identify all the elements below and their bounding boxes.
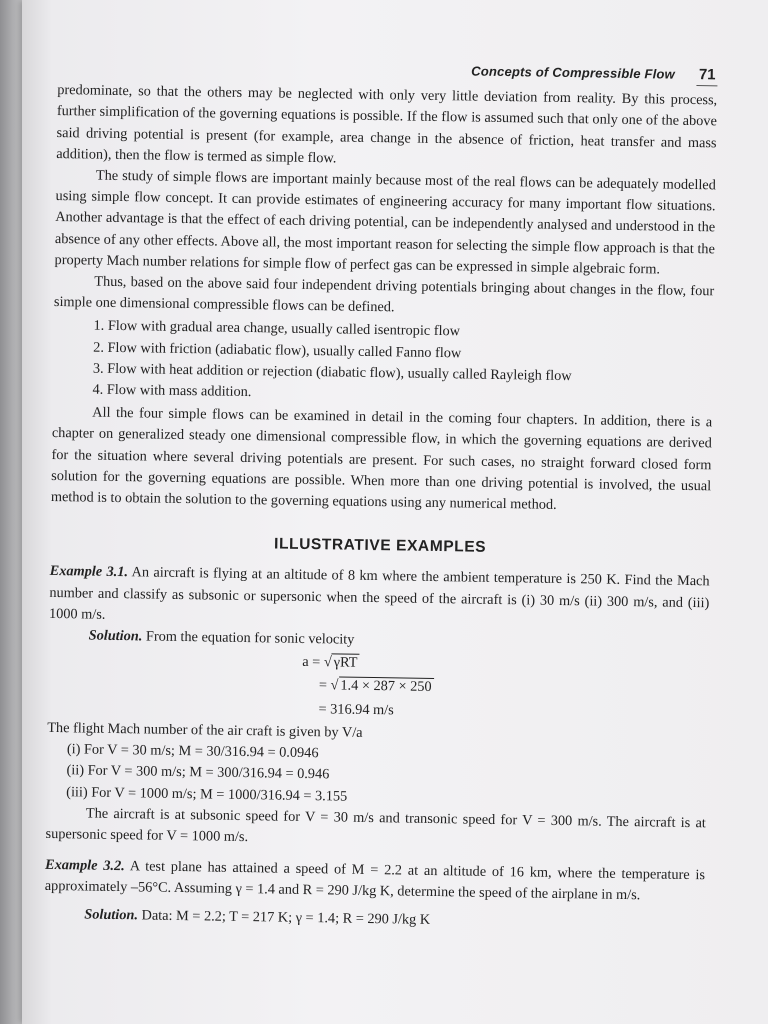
example-3-2 xyxy=(45,855,706,908)
paragraph-3: Thus, based on the above said four independent driving potentials bringing about changes in the flow, four simple one dimensional compressible flows can be defined. xyxy=(53,273,715,316)
equation-lhs: a = xyxy=(302,654,321,671)
example-text: An aircraft is flying at an altitude of 8 km where the ambient temperature is 250 K. Find the Mach number and classify as subsonic or supersonic when the speed of the aircraft is (i) 30 m/s (ii) 300 m/s, and (iii) 1000 m/s. xyxy=(48,564,710,623)
case-item: (iii) For V = 1000 m/s; M = 1000/316.94 = 3.155 xyxy=(66,783,348,805)
list-item: 1. Flow with gradual area change, usually called isentropic flow xyxy=(93,318,461,340)
mach-intro: The flight Mach number of the air craft is given by V/a xyxy=(47,719,363,741)
solution-text: From the equation for sonic velocity xyxy=(145,628,355,648)
sqrt-symbol: √ xyxy=(330,677,339,694)
book-spine-shadow xyxy=(0,0,22,1024)
equation-equals: = xyxy=(318,677,328,694)
page-number: 71 xyxy=(697,64,718,87)
simple-flow-list xyxy=(92,316,713,411)
page-content xyxy=(44,44,718,935)
example-conclusion: The aircraft is at subsonic speed for V = 30 m/s and transonic speed for V = 300 m/s. The aircraft is at supersonic speed for V = 1000 m/s. xyxy=(45,805,706,845)
example-3-1 xyxy=(49,561,710,635)
section-heading: ILLUSTRATIVE EXAMPLES xyxy=(273,535,487,557)
equation-radicand: 1.4 × 287 × 250 xyxy=(338,677,433,695)
list-item: 2. Flow with friction (adiabatic flow), usually called Fanno flow xyxy=(93,339,462,362)
running-title: Concepts of Compressible Flow xyxy=(471,63,676,82)
equation-radicand: γRT xyxy=(332,654,360,671)
paragraph-1: predominate, so that the others may be neglected with only very little deviation from reality. By this process, further simplification of the governing equations is possible. If the flow is assumed such that only one of the above said driving potential is present (for example, area change in the absence of friction, heat transfer and mass addition), then the flow is termed as simple flow. xyxy=(56,82,718,167)
case-list xyxy=(46,739,707,813)
solution-text: Data: M = 2.2; T = 217 K; γ = 1.4; R = 290 J/kg K xyxy=(141,906,431,928)
list-item: 4. Flow with mass addition. xyxy=(92,381,252,401)
list-item: 3. Flow with heat addition or rejection (diabatic flow), usually called Rayleigh flow xyxy=(92,360,572,384)
paragraph-4: All the four simple flows can be examined in detail in the coming four chapters. In addition, there is a chapter on generalized steady one dimensional compressible flow, in which the governing equations are derived for the situation where several driving potentials are present. For such cases, no straight forward closed form solution for the governing equations are possible. When more than one driving potential is involved, the usual method is to obtain the solution to the governing equations using any numerical method. xyxy=(50,404,713,513)
solution-label: Solution. xyxy=(84,906,139,923)
example-label: Example 3.1. xyxy=(49,563,129,581)
solution-3-2 xyxy=(44,903,704,935)
case-item: (i) For V = 30 m/s; M = 30/316.94 = 0.0946 xyxy=(66,741,319,762)
case-item: (ii) For V = 300 m/s; M = 300/316.94 = 0.946 xyxy=(66,762,330,783)
paragraph-2: The study of simple flows are important mainly because most of the real flows can be adequately modelled using simple flow concept. It can provide estimates of engineering accuracy for many important flow situations. Another advantage is that the effect of each driving potential, can be independently analysed and understood in the absence of any other effects. Above all, the most important reason for selecting the simple flow approach is that the property Mach number relations for simple flow of perfect gas can be expressed in simple algebraic form. xyxy=(54,167,716,278)
example-text: A test plane has attained a speed of M = 2.2 at an altitude of 16 km, where the temperature is approximately –56°C. Assuming γ = 1.4 and R = 290 J/kg K, determine the speed of the airplane in m/s. xyxy=(44,858,706,904)
equation-result: = 316.94 m/s xyxy=(318,700,394,719)
sqrt-symbol: √ xyxy=(323,654,332,671)
book-page xyxy=(22,0,768,1024)
solution-label: Solution. xyxy=(88,627,143,645)
example-label: Example 3.2. xyxy=(44,857,125,875)
